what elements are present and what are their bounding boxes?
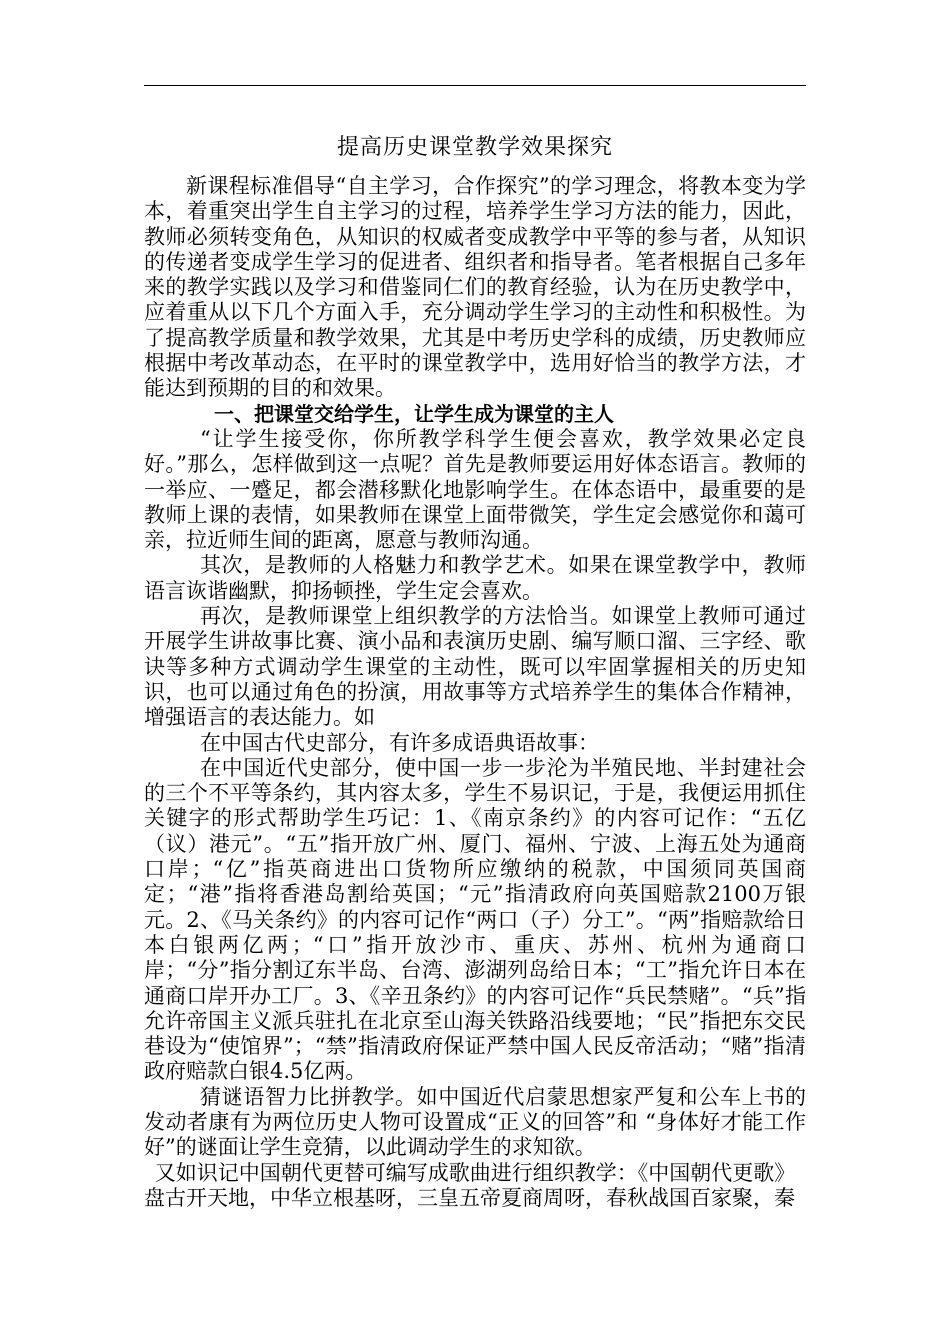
section-heading: 一、把课堂交给学生，让学生成为课堂的主人 <box>214 401 614 426</box>
header-rule <box>144 85 806 86</box>
body-paragraph: 其次，是教师的人格魅力和教学艺术。如果在课堂教学中，教师语言诙谐幽默，抑扬顿挫，学生定会喜欢。 <box>144 553 806 603</box>
body-paragraph: 在中国古代史部分，有许多成语典语故事： <box>200 730 599 755</box>
body-paragraph: “让学生接受你，你所教学科学生便会喜欢，教学效果必定良好。”那么，怎样做到这一点呢？首先是教师要运用好体态语言。教师的一举应、一蹙足，都会潜移默化地影响学生。在体态语中，最重要的是教师上课的表情，如果教师在课堂上面带微笑，学生定会感觉你和蔼可亲，拉近师生间的距离，愿意与教师沟通。 <box>144 426 806 553</box>
song-intro-paragraph: 又如识记中国朝代更替可编写成歌曲进行组织教学：《中国朝代更歌》 <box>154 1160 796 1185</box>
intro-paragraph: 新课程标准倡导“自主学习，合作探究”的学习理念，将教本变为学本，着重突出学生自主学习的过程，培养学生学习方法的能力，因此，教师必须转变角色，从知识的权威者变成教学中平等的参与者，从知识的传递者变成学生学习的促进者、组织者和指导者。笔者根据自己多年来的教学实践以及学习和借鉴同仁们的教育经验，认为在历史教学中，应着重从以下几个方面入手，充分调动学生学习的主动性和积极性。为了提高教学质量和教学效果，尤其是中考历史学科的成绩，历史教师应根据中考改革动态，在平时的课堂教学中，选用好恰当的教学方法，才能达到预期的目的和效果。 <box>144 174 806 401</box>
body-paragraph: 在中国近代史部分，使中国一步一步沦为半殖民地、半封建社会的三个不平等条约，其内容太多，学生不易识记，于是，我便运用抓住关键字的形式帮助学生巧记：1、《南京条约》的内容可记作：“五亿（议）港元”。“五”指开放广州、厦门、福州、宁波、上海五处为通商口岸；“亿”指英商进出口货物所应缴纳的税款，中国须同英国商定；“港”指将香港岛割给英国；“元”指清政府向英国赔款2100万银元。2、《马关条约》的内容可记作“两口（子）分工”。“两”指赔款给日本白银两亿两；“口”指开放沙市、重庆、苏州、杭州为通商口岸；“分”指分割辽东半岛、台湾、澎湖列岛给日本；“工”指允许日本在通商口岸开办工厂。3、《辛丑条约》的内容可记作“兵民禁赌”。“兵”指允许帝国主义派兵驻扎在北京至山海关铁路沿线要地；“民”指把东交民巷设为“使馆界”；“禁”指清政府保证严禁中国人民反帝活动；“赌”指清政府赔款白银4.5亿两。 <box>144 755 806 1084</box>
body-paragraph: 猜谜语智力比拼教学。如中国近代启蒙思想家严复和公车上书的发动者康有为两位历史人物可设置成“正义的回答”和 “身体好才能工作好”的谜面让学生竞猜，以此调动学生的求知欲。 <box>144 1084 806 1160</box>
body-paragraph: 再次，是教师课堂上组织教学的方法恰当。如课堂上教师可通过开展学生讲故事比赛、演小品和表演历史剧、编写顺口溜、三字经、歌诀等多种方式调动学生课堂的主动性，既可以牢固掌握相关的历史知识，也可以通过角色的扮演，用故事等方式培养学生的集体合作精神，增强语言的表达能力。如 <box>144 604 806 730</box>
document-body <box>144 134 806 1211</box>
song-lyrics-line: 盘古开天地，中华立根基呀，三皇五帝夏商周呀，春秋战国百家聚，秦 <box>144 1185 795 1210</box>
document-title: 提高历史课堂教学效果探究 <box>336 135 613 160</box>
